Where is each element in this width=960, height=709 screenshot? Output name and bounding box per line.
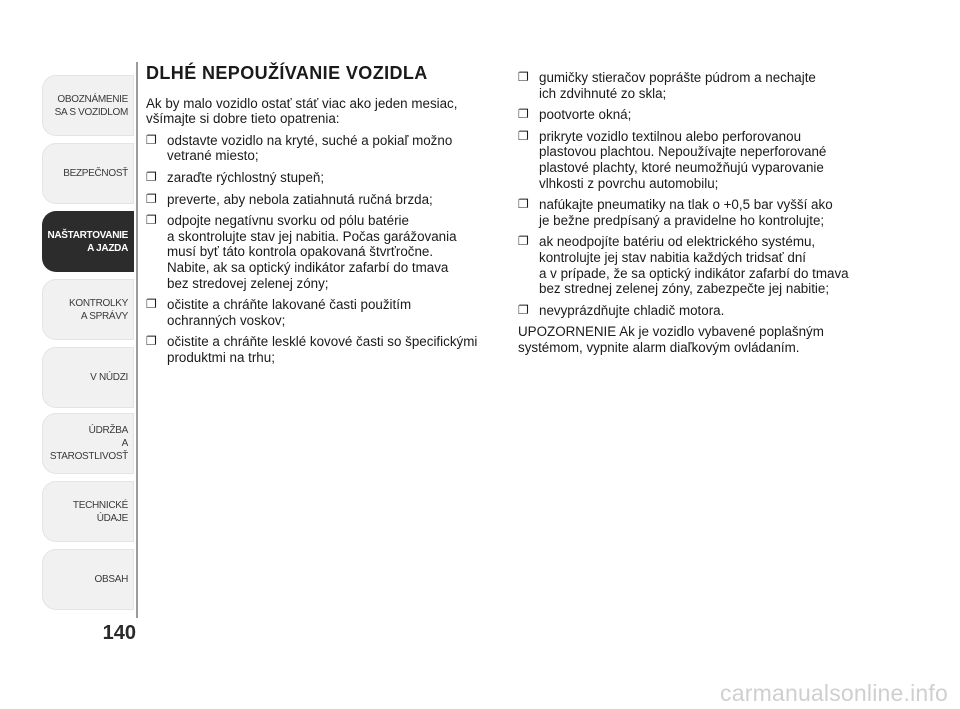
list-item-text: zaraďte rýchlostný stupeň; [167, 169, 325, 185]
tab-label: ÚDRŽBA A STAROSTLIVOSŤ [49, 425, 128, 462]
chapter-tabs [0, 0, 142, 709]
right-column [518, 70, 878, 369]
list-item [518, 303, 878, 319]
tab-obsah[interactable] [42, 549, 134, 610]
checkbox-icon: ❐ [518, 234, 529, 249]
list-item [518, 129, 878, 191]
checkbox-icon: ❐ [518, 197, 529, 212]
list-item-text: odstavte vozidlo na kryté, suché a pokiaľ možno vetrané miesto; [167, 132, 453, 164]
tab-label: OBSAH [94, 574, 128, 585]
section-title: DLHÉ NEPOUŽÍVANIE VOZIDLA [146, 63, 428, 83]
list-item [146, 213, 498, 291]
list-item-text: nevyprázdňujte chladič motora. [539, 302, 725, 318]
tab-nastartovanie-active[interactable] [42, 211, 134, 272]
checkbox-icon: ❐ [518, 107, 529, 122]
tabs-divider [136, 62, 138, 618]
checkbox-icon: ❐ [146, 334, 157, 349]
checkbox-icon: ❐ [146, 169, 157, 184]
tab-label: V NÚDZI [90, 372, 128, 383]
warning-note: UPOZORNENIE Ak je vozidlo vybavené poplašným systémom, vypnite alarm diaľkovým ovládaním. [518, 324, 824, 355]
tab-v-nudzi[interactable] [42, 347, 134, 408]
checkbox-icon: ❐ [518, 302, 529, 317]
tab-bezpecnost[interactable] [42, 143, 134, 204]
page-number: 140 [102, 622, 136, 644]
tab-technicke-udaje[interactable] [42, 481, 134, 542]
list-item [146, 297, 498, 328]
list-item-text: očistite a chráňte lakované časti použitím ochranných voskov; [167, 297, 412, 328]
list-item-text: prikryte vozidlo textilnou alebo perforovanou plastovou plachtou. Nepoužívajte neperforované plastové plachty, ktoré neumožňujú vyparovanie vlhkosti z povrchu automobilu; [539, 128, 827, 191]
tab-udrzba[interactable] [42, 413, 134, 474]
tab-kontrolky[interactable] [42, 279, 134, 340]
tab-label: BEZPEČNOSŤ [63, 168, 128, 179]
tab-label: KONTROLKY A SPRÁVY [69, 297, 128, 322]
list-item-text: nafúkajte pneumatiky na tlak o +0,5 bar vyšší ako je bežne predpísaný a pravidelne ho kontrolujte; [539, 197, 833, 228]
checkbox-icon: ❐ [518, 128, 529, 143]
intro-paragraph: Ak by malo vozidlo ostať stáť viac ako jeden mesiac, všímajte si dobre tieto opatrenia: [146, 95, 458, 127]
list-item [518, 234, 878, 296]
tab-label: NAŠTARTOVANIE A JAZDA [47, 229, 128, 254]
watermark: carmanualsonline.info [720, 680, 948, 706]
left-column [146, 64, 498, 372]
list-item-text: odpojte negatívnu svorku od pólu batérie a skontrolujte stav jej nabitia. Počas garážovania musí byť táto kontrola opakovaná štvrťročne. Nabite, ak sa optický indikátor zafarbí do tmava bez stredovej zelenej zóny; [167, 213, 457, 291]
checkbox-icon: ❐ [518, 70, 529, 84]
checkbox-icon: ❐ [146, 213, 157, 228]
list-item [518, 70, 878, 101]
list-item [146, 334, 498, 365]
checkbox-icon: ❐ [146, 132, 157, 147]
list-item [146, 192, 498, 208]
tab-oboznamenie[interactable] [42, 75, 134, 136]
right-checklist [518, 70, 878, 318]
list-item-text: očistite a chráňte lesklé kovové časti so špecifickými produktmi na trhu; [167, 334, 478, 365]
list-item [146, 170, 498, 186]
list-item [518, 197, 878, 228]
tab-label: OBOZNÁMENIE SA S VOZIDLOM [54, 93, 128, 118]
checkbox-icon: ❐ [146, 297, 157, 312]
list-item [146, 133, 498, 164]
list-item-text: pootvorte okná; [539, 107, 632, 123]
tab-label: TECHNICKÉ ÚDAJE [72, 499, 128, 524]
left-checklist [146, 133, 498, 366]
checkbox-icon: ❐ [146, 191, 157, 206]
list-item [518, 107, 878, 123]
list-item-text: preverte, aby nebola zatiahnutá ručná brzda; [167, 191, 433, 207]
list-item-text: ak neodpojíte batériu od elektrického systému, kontrolujte jej stav nabitia každých tridsať dní a v prípade, že sa optický indikátor zafarbí do tmava bez strednej zelenej zóny, zabezpečte jej nabitie; [539, 234, 849, 297]
list-item-text: gumičky stieračov poprášte púdrom a nechajte ich zdvihnuté zo skla; [539, 70, 816, 101]
